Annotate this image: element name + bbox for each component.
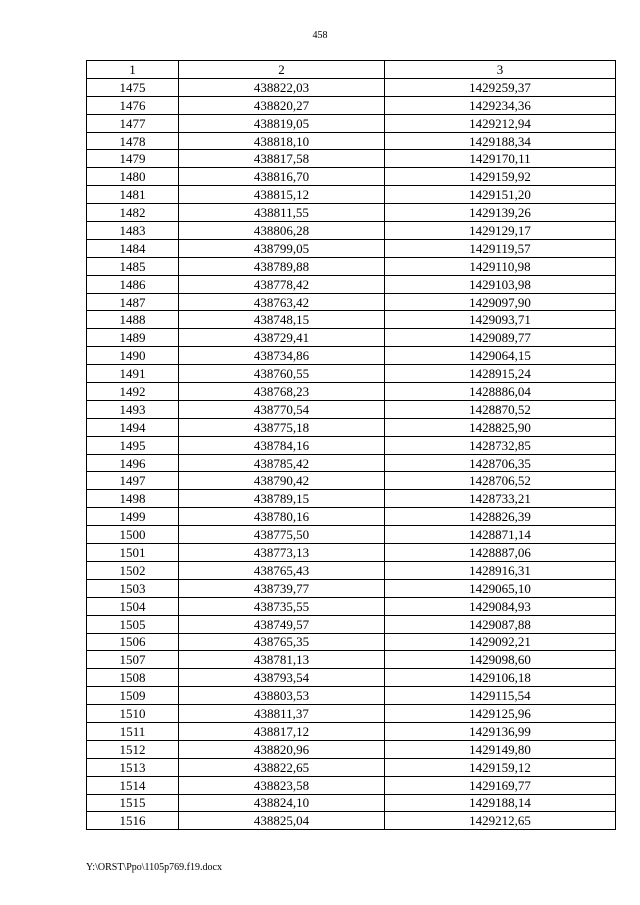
x-coordinate-cell: 438739,77	[179, 579, 385, 597]
column-header-3: 3	[385, 61, 616, 79]
file-path-footer: Y:\ORST\Ppo\1105p769.f19.docx	[86, 862, 222, 873]
point-number-cell: 1515	[87, 794, 179, 812]
table-row	[87, 633, 616, 651]
y-coordinate-cell: 1429129,17	[385, 222, 616, 240]
y-coordinate-cell: 1429136,99	[385, 722, 616, 740]
x-coordinate-cell: 438825,04	[179, 812, 385, 830]
y-coordinate-cell: 1429234,36	[385, 96, 616, 114]
y-coordinate-cell: 1429170,11	[385, 150, 616, 168]
point-number-cell: 1504	[87, 597, 179, 615]
table-row	[87, 329, 616, 347]
x-coordinate-cell: 438760,55	[179, 365, 385, 383]
table-row	[87, 687, 616, 705]
table-row	[87, 472, 616, 490]
y-coordinate-cell: 1429149,80	[385, 740, 616, 758]
y-coordinate-cell: 1429084,93	[385, 597, 616, 615]
page-number: 458	[312, 30, 328, 41]
table-row	[87, 257, 616, 275]
y-coordinate-cell: 1429212,94	[385, 114, 616, 132]
y-coordinate-cell: 1429259,37	[385, 78, 616, 96]
x-coordinate-cell: 438822,65	[179, 758, 385, 776]
y-coordinate-cell: 1428733,21	[385, 490, 616, 508]
x-coordinate-cell: 438806,28	[179, 222, 385, 240]
y-coordinate-cell: 1429065,10	[385, 579, 616, 597]
point-number-cell: 1485	[87, 257, 179, 275]
table-row	[87, 722, 616, 740]
point-number-cell: 1489	[87, 329, 179, 347]
x-coordinate-cell: 438789,88	[179, 257, 385, 275]
table-row	[87, 222, 616, 240]
point-number-cell: 1478	[87, 132, 179, 150]
table-row	[87, 347, 616, 365]
table-row	[87, 454, 616, 472]
point-number-cell: 1500	[87, 526, 179, 544]
table-row	[87, 132, 616, 150]
y-coordinate-cell: 1429125,96	[385, 705, 616, 723]
x-coordinate-cell: 438749,57	[179, 615, 385, 633]
x-coordinate-cell: 438765,43	[179, 561, 385, 579]
y-coordinate-cell: 1429064,15	[385, 347, 616, 365]
point-number-cell: 1499	[87, 508, 179, 526]
point-number-cell: 1477	[87, 114, 179, 132]
y-coordinate-cell: 1429115,54	[385, 687, 616, 705]
point-number-cell: 1511	[87, 722, 179, 740]
point-number-cell: 1516	[87, 812, 179, 830]
y-coordinate-cell: 1429119,57	[385, 239, 616, 257]
table-row	[87, 776, 616, 794]
x-coordinate-cell: 438781,13	[179, 651, 385, 669]
point-number-cell: 1503	[87, 579, 179, 597]
point-number-cell: 1491	[87, 365, 179, 383]
point-number-cell: 1492	[87, 383, 179, 401]
y-coordinate-cell: 1429159,92	[385, 168, 616, 186]
point-number-cell: 1510	[87, 705, 179, 723]
table-row	[87, 186, 616, 204]
point-number-cell: 1508	[87, 669, 179, 687]
y-coordinate-cell: 1429097,90	[385, 293, 616, 311]
point-number-cell: 1483	[87, 222, 179, 240]
y-coordinate-cell: 1429110,98	[385, 257, 616, 275]
table-row	[87, 293, 616, 311]
y-coordinate-cell: 1429103,98	[385, 275, 616, 293]
y-coordinate-cell: 1428915,24	[385, 365, 616, 383]
coordinates-table	[86, 60, 616, 830]
x-coordinate-cell: 438817,58	[179, 150, 385, 168]
table-row	[87, 579, 616, 597]
table-row	[87, 311, 616, 329]
table-body	[87, 78, 616, 829]
point-number-cell: 1507	[87, 651, 179, 669]
x-coordinate-cell: 438815,12	[179, 186, 385, 204]
x-coordinate-cell: 438775,50	[179, 526, 385, 544]
x-coordinate-cell: 438768,23	[179, 383, 385, 401]
point-number-cell: 1505	[87, 615, 179, 633]
table-row	[87, 78, 616, 96]
x-coordinate-cell: 438820,96	[179, 740, 385, 758]
x-coordinate-cell: 438735,55	[179, 597, 385, 615]
y-coordinate-cell: 1428825,90	[385, 418, 616, 436]
x-coordinate-cell: 438734,86	[179, 347, 385, 365]
point-number-cell: 1513	[87, 758, 179, 776]
table-row	[87, 651, 616, 669]
y-coordinate-cell: 1429098,60	[385, 651, 616, 669]
point-number-cell: 1512	[87, 740, 179, 758]
x-coordinate-cell: 438765,35	[179, 633, 385, 651]
y-coordinate-cell: 1428887,06	[385, 544, 616, 562]
table-row	[87, 436, 616, 454]
x-coordinate-cell: 438785,42	[179, 454, 385, 472]
point-number-cell: 1484	[87, 239, 179, 257]
column-header-1: 1	[87, 61, 179, 79]
table-row	[87, 383, 616, 401]
table-row	[87, 365, 616, 383]
point-number-cell: 1514	[87, 776, 179, 794]
y-coordinate-cell: 1428886,04	[385, 383, 616, 401]
point-number-cell: 1498	[87, 490, 179, 508]
y-coordinate-cell: 1428706,35	[385, 454, 616, 472]
table-row	[87, 740, 616, 758]
point-number-cell: 1488	[87, 311, 179, 329]
x-coordinate-cell: 438770,54	[179, 400, 385, 418]
y-coordinate-cell: 1429159,12	[385, 758, 616, 776]
table-row	[87, 96, 616, 114]
table-row	[87, 168, 616, 186]
x-coordinate-cell: 438816,70	[179, 168, 385, 186]
x-coordinate-cell: 438819,05	[179, 114, 385, 132]
x-coordinate-cell: 438784,16	[179, 436, 385, 454]
y-coordinate-cell: 1429151,20	[385, 186, 616, 204]
table-row	[87, 669, 616, 687]
x-coordinate-cell: 438822,03	[179, 78, 385, 96]
table-row	[87, 239, 616, 257]
table-row	[87, 400, 616, 418]
point-number-cell: 1493	[87, 400, 179, 418]
table-row	[87, 597, 616, 615]
y-coordinate-cell: 1428826,39	[385, 508, 616, 526]
y-coordinate-cell: 1429188,14	[385, 794, 616, 812]
x-coordinate-cell: 438780,16	[179, 508, 385, 526]
x-coordinate-cell: 438793,54	[179, 669, 385, 687]
column-header-2: 2	[179, 61, 385, 79]
point-number-cell: 1495	[87, 436, 179, 454]
point-number-cell: 1509	[87, 687, 179, 705]
x-coordinate-cell: 438729,41	[179, 329, 385, 347]
table-row	[87, 705, 616, 723]
point-number-cell: 1479	[87, 150, 179, 168]
point-number-cell: 1497	[87, 472, 179, 490]
y-coordinate-cell: 1429092,21	[385, 633, 616, 651]
y-coordinate-cell: 1429139,26	[385, 204, 616, 222]
y-coordinate-cell: 1429093,71	[385, 311, 616, 329]
x-coordinate-cell: 438817,12	[179, 722, 385, 740]
table-row	[87, 812, 616, 830]
point-number-cell: 1496	[87, 454, 179, 472]
x-coordinate-cell: 438778,42	[179, 275, 385, 293]
y-coordinate-cell: 1428916,31	[385, 561, 616, 579]
point-number-cell: 1490	[87, 347, 179, 365]
x-coordinate-cell: 438823,58	[179, 776, 385, 794]
x-coordinate-cell: 438789,15	[179, 490, 385, 508]
table-row	[87, 615, 616, 633]
x-coordinate-cell: 438763,42	[179, 293, 385, 311]
x-coordinate-cell: 438818,10	[179, 132, 385, 150]
table-row	[87, 204, 616, 222]
point-number-cell: 1502	[87, 561, 179, 579]
table-row	[87, 418, 616, 436]
x-coordinate-cell: 438803,53	[179, 687, 385, 705]
table-row	[87, 508, 616, 526]
point-number-cell: 1487	[87, 293, 179, 311]
y-coordinate-cell: 1428870,52	[385, 400, 616, 418]
x-coordinate-cell: 438811,37	[179, 705, 385, 723]
y-coordinate-cell: 1429188,34	[385, 132, 616, 150]
table-row	[87, 794, 616, 812]
y-coordinate-cell: 1429087,88	[385, 615, 616, 633]
x-coordinate-cell: 438775,18	[179, 418, 385, 436]
table-header-row	[87, 61, 616, 79]
x-coordinate-cell: 438790,42	[179, 472, 385, 490]
y-coordinate-cell: 1428871,14	[385, 526, 616, 544]
x-coordinate-cell: 438748,15	[179, 311, 385, 329]
y-coordinate-cell: 1429106,18	[385, 669, 616, 687]
table-row	[87, 275, 616, 293]
x-coordinate-cell: 438799,05	[179, 239, 385, 257]
y-coordinate-cell: 1429212,65	[385, 812, 616, 830]
point-number-cell: 1506	[87, 633, 179, 651]
y-coordinate-cell: 1428732,85	[385, 436, 616, 454]
point-number-cell: 1475	[87, 78, 179, 96]
table-row	[87, 150, 616, 168]
table-row	[87, 114, 616, 132]
point-number-cell: 1476	[87, 96, 179, 114]
y-coordinate-cell: 1428706,52	[385, 472, 616, 490]
point-number-cell: 1486	[87, 275, 179, 293]
x-coordinate-cell: 438824,10	[179, 794, 385, 812]
x-coordinate-cell: 438773,13	[179, 544, 385, 562]
y-coordinate-cell: 1429089,77	[385, 329, 616, 347]
table-row	[87, 758, 616, 776]
table-row	[87, 526, 616, 544]
table-row	[87, 544, 616, 562]
point-number-cell: 1480	[87, 168, 179, 186]
table-row	[87, 561, 616, 579]
point-number-cell: 1482	[87, 204, 179, 222]
point-number-cell: 1501	[87, 544, 179, 562]
x-coordinate-cell: 438820,27	[179, 96, 385, 114]
point-number-cell: 1481	[87, 186, 179, 204]
table-row	[87, 490, 616, 508]
point-number-cell: 1494	[87, 418, 179, 436]
x-coordinate-cell: 438811,55	[179, 204, 385, 222]
y-coordinate-cell: 1429169,77	[385, 776, 616, 794]
